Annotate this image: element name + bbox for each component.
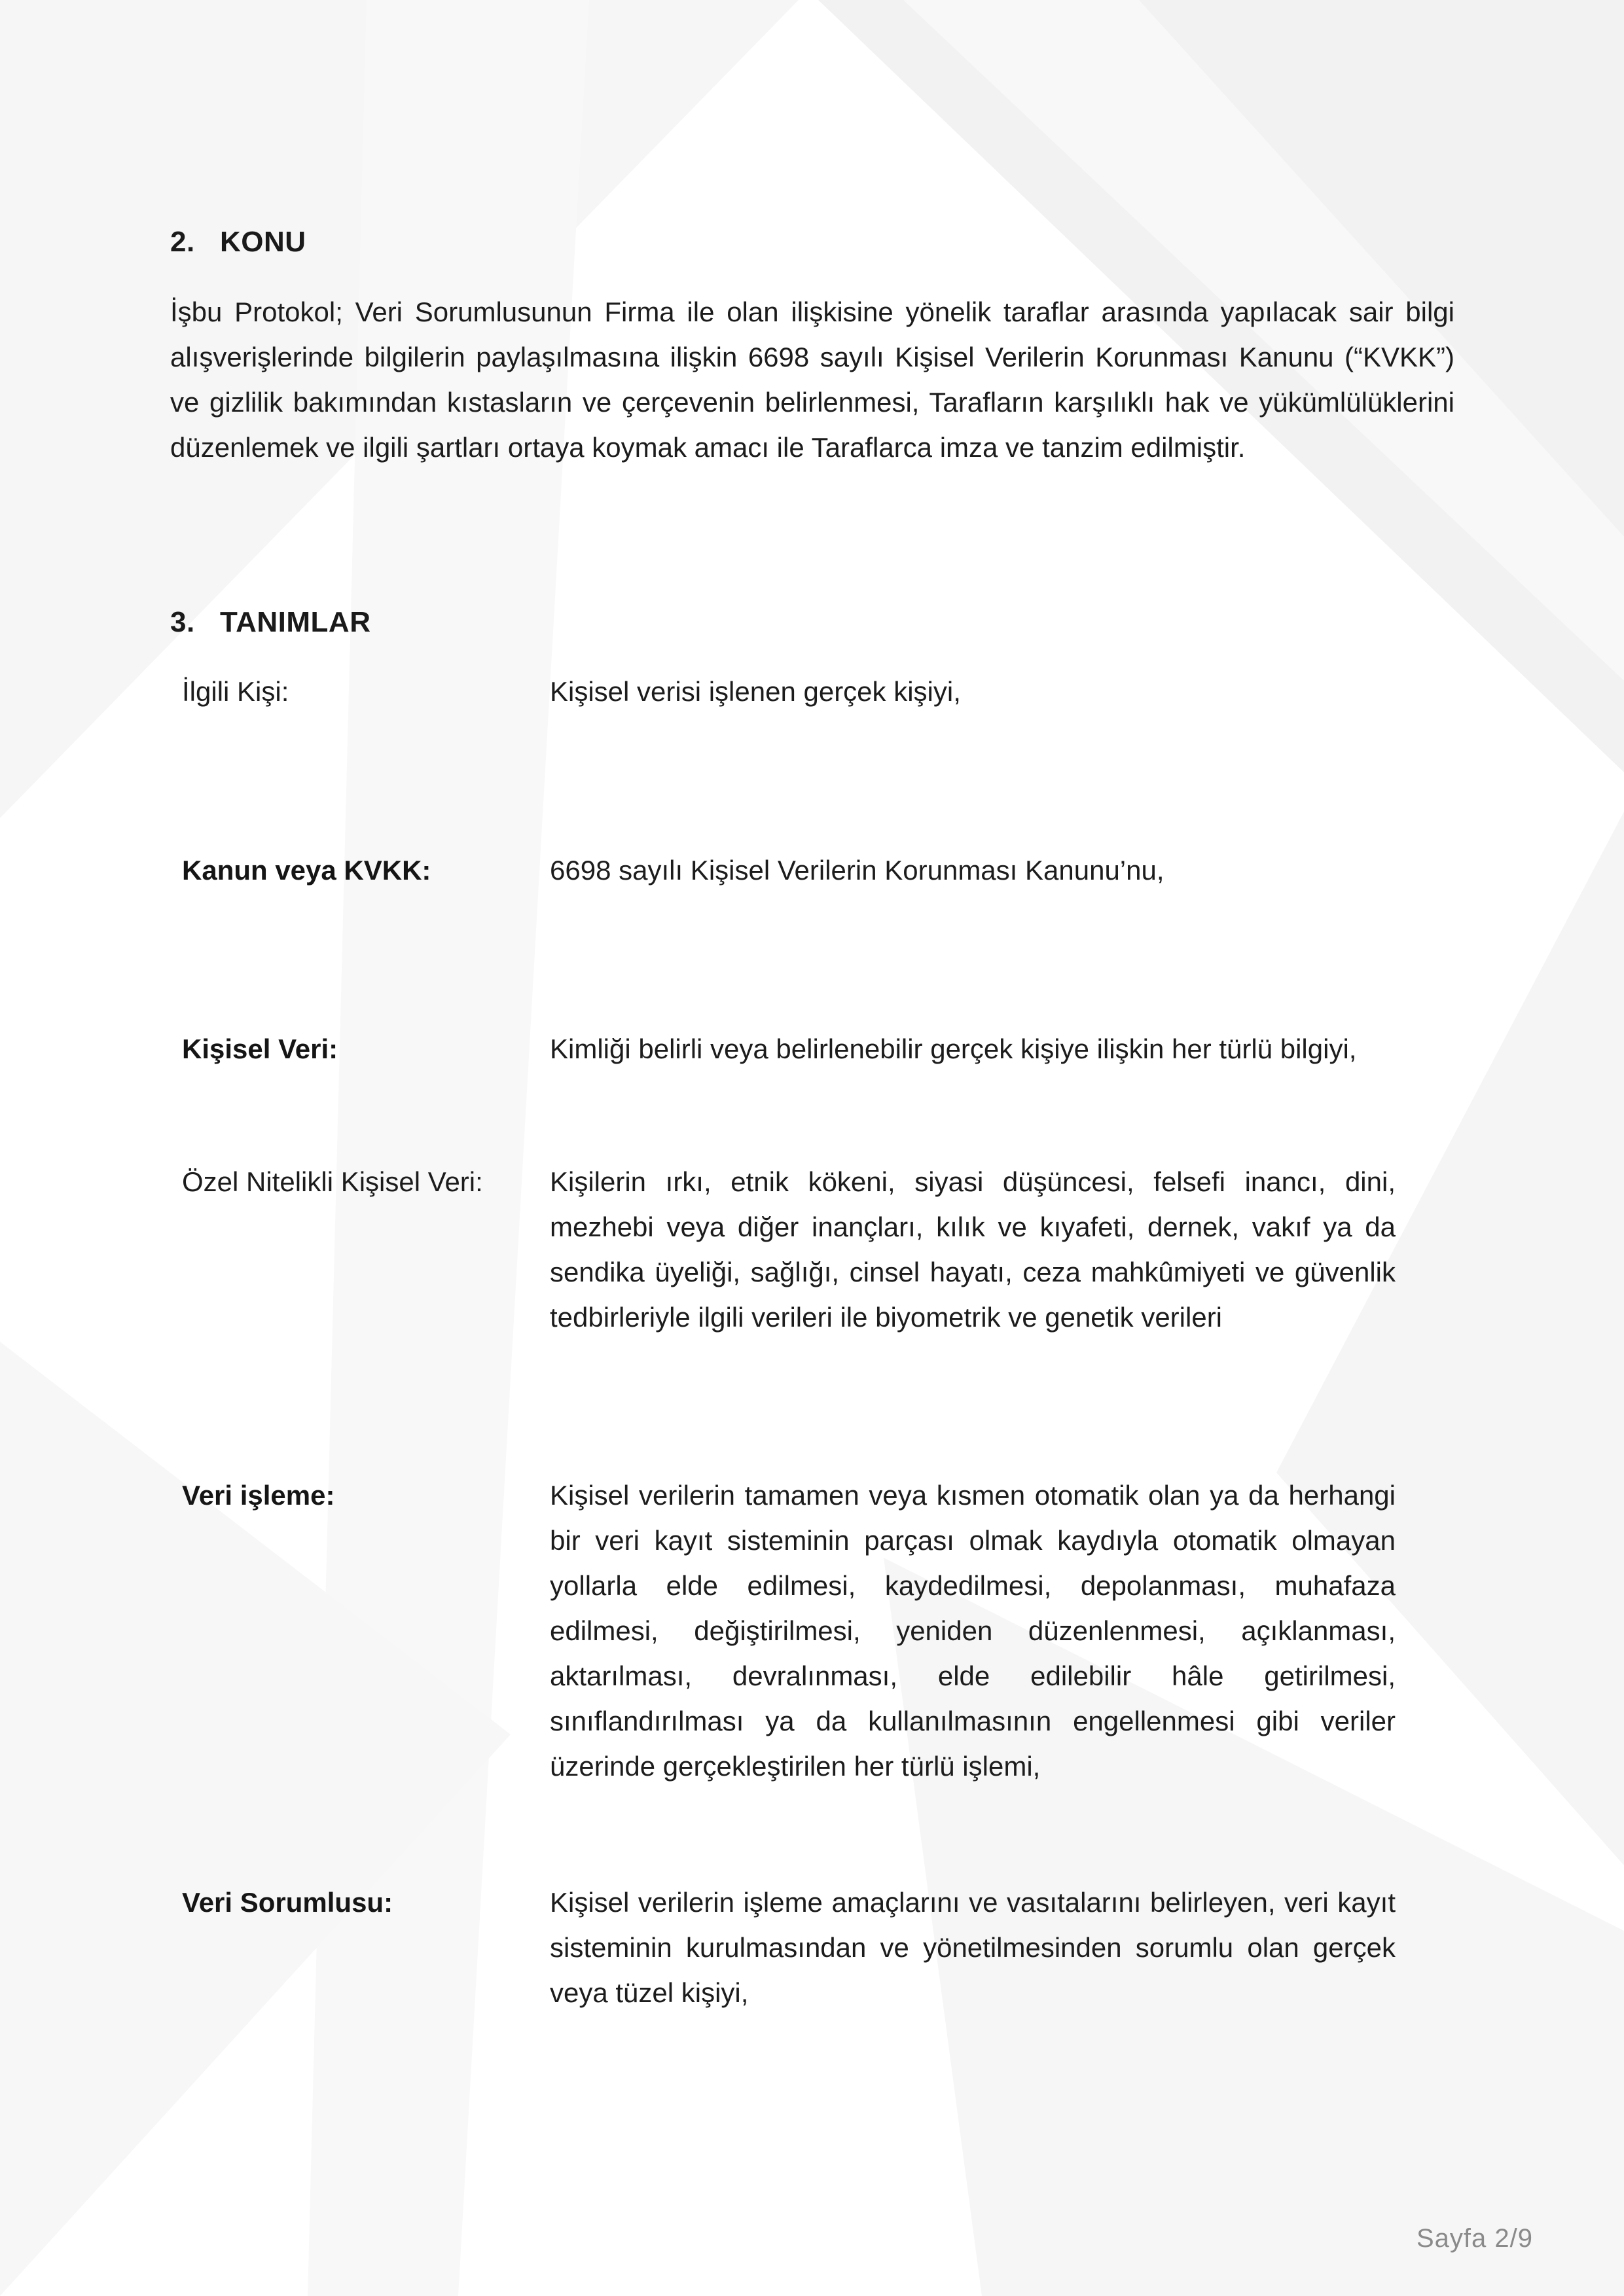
section-title: TANIMLAR	[220, 606, 371, 638]
definition-text: Kimliği belirli veya belirlenebilir gerçek kişiye ilişkin her türlü bilgiyi,	[550, 1033, 1357, 1064]
definition-text: Kişisel verilerin işleme amaçlarını ve vasıtalarını belirleyen, veri kayıt sisteminin kurulmasından ve yönetilmesinden sorumlu olan gerçek veya tüzel kişiyi,	[550, 1887, 1396, 2008]
definition-term: İlgili Kişi:	[182, 676, 289, 707]
definition-term: Veri işleme:	[182, 1480, 335, 1511]
page-number: Sayfa 2/9	[1416, 2224, 1533, 2253]
section-title: KONU	[220, 226, 306, 258]
definition-term: Kanun veya KVKK:	[182, 855, 431, 886]
section-number: 3.	[170, 606, 195, 638]
definition-term: Veri Sorumlusu:	[182, 1887, 393, 1918]
definition-text: 6698 sayılı Kişisel Verilerin Korunması Kanunu’nu,	[550, 855, 1164, 886]
section-number: 2.	[170, 226, 195, 258]
definition-text: Kişisel verisi işlenen gerçek kişiyi,	[550, 676, 961, 707]
definition-term: Özel Nitelikli Kişisel Veri:	[182, 1166, 483, 1197]
section-heading-konu	[170, 226, 306, 259]
definition-term: Kişisel Veri:	[182, 1033, 338, 1064]
definition-text: Kişilerin ırkı, etnik kökeni, siyasi düşüncesi, felsefi inancı, dini, mezhebi veya diğer inançları, kılık ve kıyafeti, dernek, vakıf ya da sendika üyeliği, sağlığı, cinsel hayatı, ceza mahkûmiyeti ve güvenlik tedbirleriyle ilgili verileri ile biyometrik ve genetik verileri	[550, 1166, 1396, 1333]
definition-text: Kişisel verilerin tamamen veya kısmen otomatik olan ya da herhangi bir veri kayıt sisteminin parçası olmak kaydıyla otomatik olmayan yollarla elde edilmesi, kaydedilmesi, depolanması, muhafaza edilmesi, değiştirilmesi, yeniden düzenlenmesi, açıklanması, aktarılması, devralınması, elde edilebilir hâle getirilmesi, sınıflandırılması ya da kullanılmasının engellenmesi gibi veriler üzerinde gerçekleştirilen her türlü işlemi,	[550, 1480, 1396, 1782]
konu-paragraph: İşbu Protokol; Veri Sorumlusunun Firma ile olan ilişkisine yönelik taraflar arasında yapılacak sair bilgi alışverişlerinde bilgilerin paylaşılmasına ilişkin 6698 sayılı Kişisel Verilerin Korunması Kanunu (“KVKK”) ve gizlilik bakımından kıstasların ve çerçevenin belirlenmesi, Tarafların karşılıklı hak ve yükümlülüklerini düzenlemek ve ilgili şartları ortaya koymak amacı ile Taraflarca imza ve tanzim edilmiştir.	[170, 296, 1454, 463]
section-heading-tanimlar	[170, 606, 370, 639]
